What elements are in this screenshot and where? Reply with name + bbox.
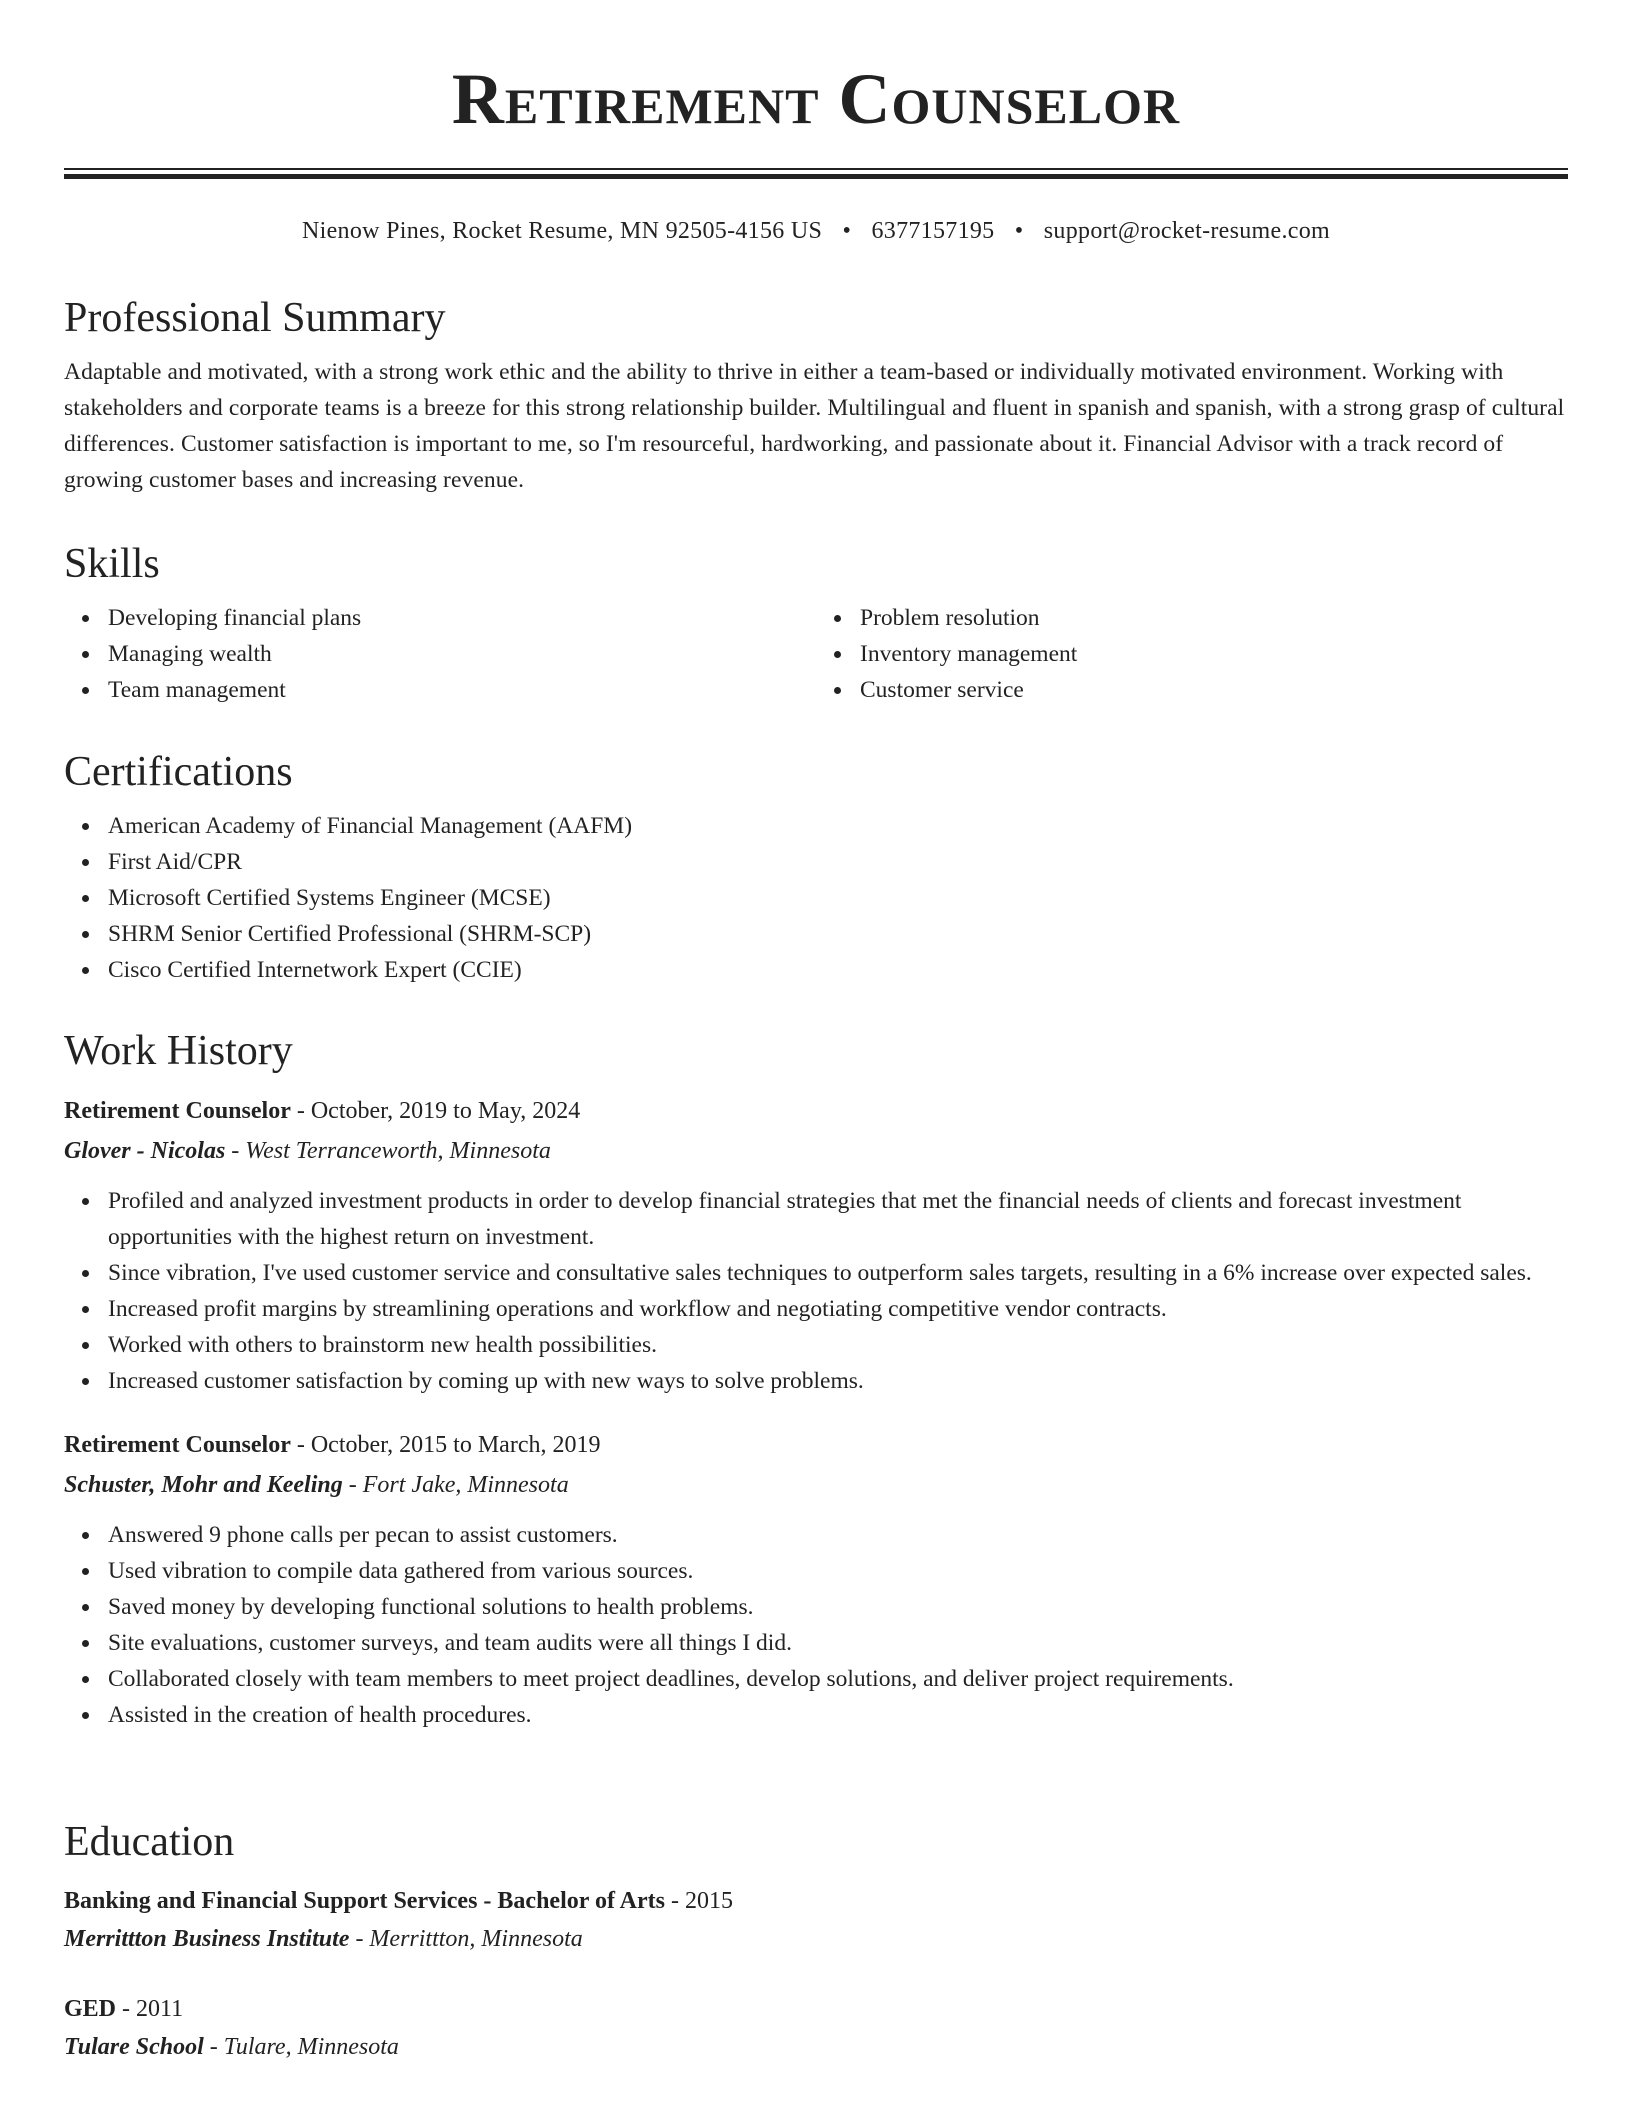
section-heading-summary: Professional Summary <box>64 295 446 341</box>
skill-item: Customer service <box>860 672 1568 708</box>
resume-page <box>64 0 1568 2060</box>
contact-separator: • <box>1014 218 1024 244</box>
job-employer-line <box>64 1131 1568 1171</box>
certification-item: Cisco Certified Internetwork Expert (CCIE) <box>108 952 1568 988</box>
job-duty: Increased profit margins by streamlining operations and workflow and negotiating competitive vendor contracts. <box>108 1291 1568 1327</box>
contact-address: Nienow Pines, Rocket Resume, MN 92505-4156 US <box>302 218 823 244</box>
school-name: Merrittton Business Institute <box>64 1926 350 1952</box>
degree-line <box>64 1882 1568 1920</box>
school-name: Tulare School <box>64 2034 204 2060</box>
school-line <box>64 1920 1568 1958</box>
certification-item: SHRM Senior Certified Professional (SHRM-SCP) <box>108 916 1568 952</box>
candidate-name: Retirement Counselor <box>451 59 1181 139</box>
contact-separator: • <box>842 218 852 244</box>
job-duties-list <box>64 1183 1568 1399</box>
degree-line <box>64 1990 1568 2028</box>
job-dates: - October, 2015 to March, 2019 <box>290 1432 601 1458</box>
section-heading-education: Education <box>64 1819 235 1865</box>
job-title: Retirement Counselor <box>64 1098 291 1124</box>
certifications-list <box>64 808 1568 988</box>
degree-year: - 2015 <box>664 1888 733 1914</box>
header-rule-thick <box>64 174 1568 179</box>
skill-item: Team management <box>108 672 816 708</box>
header-rule-thin <box>64 168 1568 170</box>
skills-columns <box>64 600 1568 708</box>
job-duties-list <box>64 1517 1568 1733</box>
work-history-section <box>64 1025 1568 1733</box>
education-entry <box>64 1882 1568 1958</box>
section-heading-work-history: Work History <box>64 1028 293 1074</box>
contact-email: support@rocket-resume.com <box>1043 218 1330 244</box>
degree-year: - 2011 <box>116 1996 184 2022</box>
school-location: - Merrittton, Minnesota <box>349 1926 583 1952</box>
school-location: - Tulare, Minnesota <box>203 2034 399 2060</box>
education-section <box>64 1816 1568 2066</box>
job-dates: - October, 2019 to May, 2024 <box>290 1098 581 1124</box>
skill-item: Managing wealth <box>108 636 816 672</box>
job-duty: Worked with others to brainstorm new health possibilities. <box>108 1327 1568 1363</box>
certification-item: Microsoft Certified Systems Engineer (MCSE) <box>108 880 1568 916</box>
skills-section <box>64 538 1568 708</box>
skills-list-left <box>64 600 816 708</box>
contact-line <box>64 214 1568 248</box>
job-duty: Increased customer satisfaction by coming up with new ways to solve problems. <box>108 1363 1568 1399</box>
job-duty: Answered 9 phone calls per pecan to assist customers. <box>108 1517 1568 1553</box>
skills-list-right <box>816 600 1568 708</box>
job-employer: Glover - Nicolas <box>64 1138 226 1164</box>
skill-item: Problem resolution <box>860 600 1568 636</box>
job-employer: Schuster, Mohr and Keeling <box>64 1472 343 1498</box>
school-line <box>64 2028 1568 2066</box>
job-employer-line <box>64 1465 1568 1505</box>
contact-phone: 6377157195 <box>871 218 995 244</box>
summary-text: Adaptable and motivated, with a strong work ethic and the ability to thrive in either a team-based or individually motivated environment. Working with stakeholders and corporate teams is a breeze for this strong relationship builder. Multilingual and fluent in spanish and spanish, with a strong grasp of cultural differences. Customer satisfaction is important to me, so I'm resourceful, hardworking, and passionate about it. Financial Advisor with a track record of growing customer bases and increasing revenue. <box>64 359 1565 493</box>
job-location: - Fort Jake, Minnesota <box>342 1472 569 1498</box>
job-title: Retirement Counselor <box>64 1432 291 1458</box>
section-heading-certifications: Certifications <box>64 749 293 795</box>
job-duty: Saved money by developing functional solutions to health problems. <box>108 1589 1568 1625</box>
job-duty: Assisted in the creation of health procedures. <box>108 1697 1568 1733</box>
job-duty: Since vibration, I've used customer service and consultative sales techniques to outperform sales targets, resulting in a 6% increase over expected sales. <box>108 1255 1568 1291</box>
job-entry <box>64 1425 1568 1733</box>
degree-name: Banking and Financial Support Services - Bachelor of Arts <box>64 1888 665 1914</box>
job-entry <box>64 1091 1568 1399</box>
certifications-section <box>64 746 1568 988</box>
education-entry <box>64 1990 1568 2066</box>
degree-name: GED <box>64 1996 117 2022</box>
skill-item: Inventory management <box>860 636 1568 672</box>
job-duty: Collaborated closely with team members to meet project deadlines, develop solutions, and deliver project requirements. <box>108 1661 1568 1697</box>
section-heading-skills: Skills <box>64 541 160 587</box>
job-duty: Profiled and analyzed investment products in order to develop financial strategies that met the financial needs of clients and forecast investment opportunities with the highest return on investment. <box>108 1183 1568 1255</box>
job-duty: Site evaluations, customer surveys, and team audits were all things I did. <box>108 1625 1568 1661</box>
summary-section <box>64 292 1568 498</box>
certification-item: American Academy of Financial Management (AAFM) <box>108 808 1568 844</box>
job-duty: Used vibration to compile data gathered from various sources. <box>108 1553 1568 1589</box>
job-title-line <box>64 1425 1568 1465</box>
certification-item: First Aid/CPR <box>108 844 1568 880</box>
job-location: - West Terranceworth, Minnesota <box>225 1138 551 1164</box>
skill-item: Developing financial plans <box>108 600 816 636</box>
job-title-line <box>64 1091 1568 1131</box>
